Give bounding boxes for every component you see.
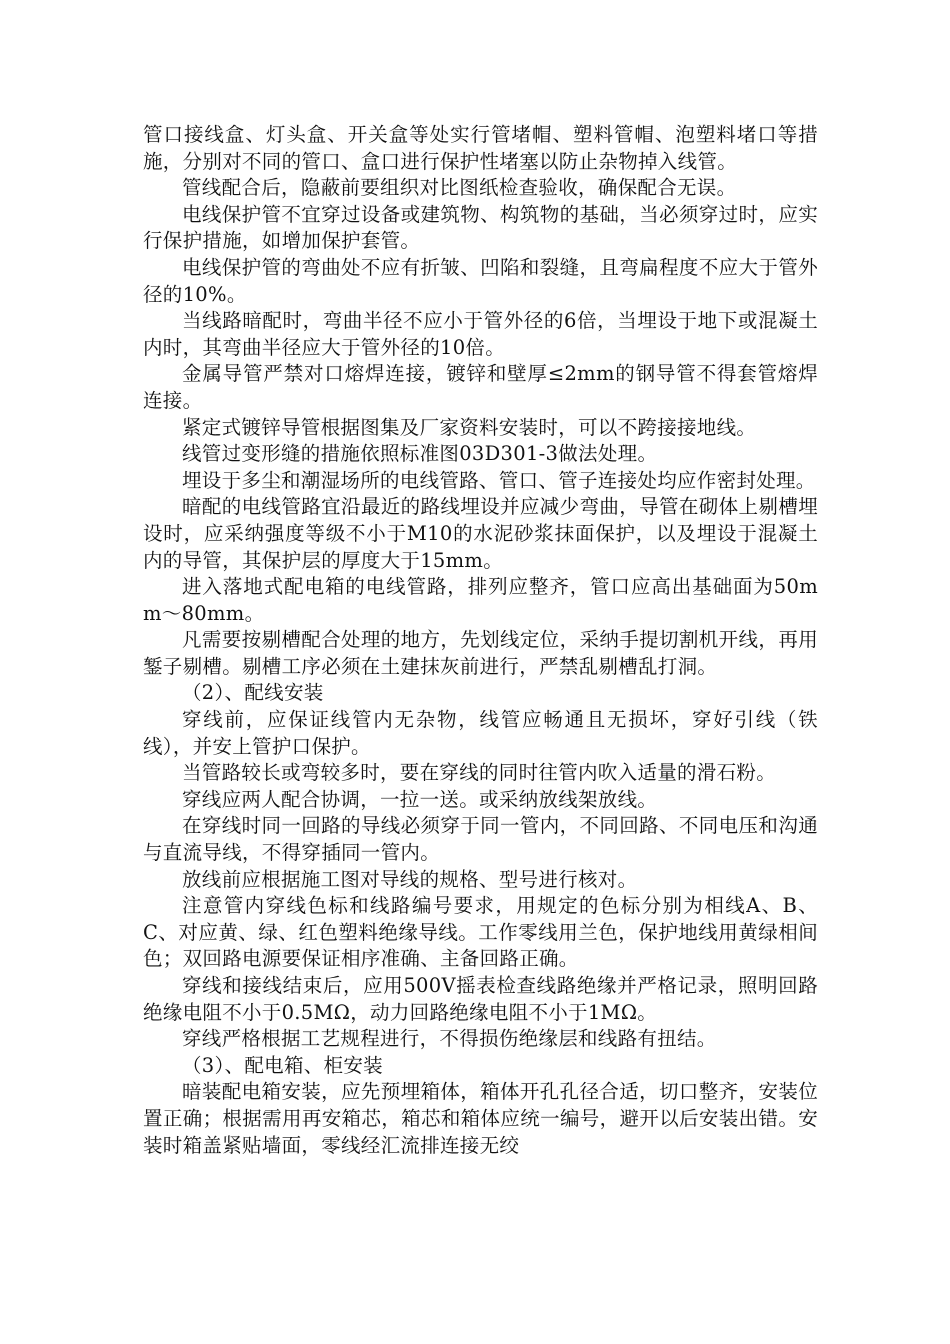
paragraph-concealed-box-install: 暗装配电箱安装，应先预埋箱体，箱体开孔孔径合适，切口整齐，安装位置正确；根据需用再安箱芯，箱芯和箱体应统一编号，避开以后安装出错。安装时箱盖紧贴墙面，零线经汇流排连接无绞 [143, 1080, 818, 1157]
paragraph-expansion-joint: 线管过变形缝的措施依照标准图03D301-3做法处理。 [182, 442, 658, 466]
paragraph-grooving: 凡需要按剔槽配合处理的地方，先划线定位，采纳手提切割机开线，再用錾子剔槽。剔槽工序必须在土建抹灰前进行，严禁乱剔槽乱打洞。 [143, 628, 818, 678]
paragraph-wire-check: 放线前应根据施工图对导线的规格、型号进行核对。 [182, 867, 638, 891]
paragraph-pipe-mouth-protection: 管口接线盒、灯头盒、开关盒等处实行管堵帽、塑料管帽、泡塑料堵口等措施，分别对不同的管口、盒口进行保护性堵塞以防止杂物掉入线管。 [143, 123, 818, 173]
paragraph-color-code: 注意管内穿线色标和线路编号要求，用规定的色标分别为相线A、B、C、对应黄、绿、红色塑料绝缘导线。工作零线用兰色，保护地线用黄绿相间色；双回路电源要保证相序准确、主备回路正确。 [143, 894, 818, 971]
paragraph-pre-threading: 穿线前，应保证线管内无杂物，线管应畅通且无损坏，穿好引线（铁线），并安上管护口保护。 [143, 708, 818, 758]
paragraph-metal-conduit-welding: 金属导管严禁对口熔焊连接，镀锌和壁厚≤2mm的钢导管不得套管熔焊连接。 [143, 362, 818, 412]
paragraph-bend-radius: 当线路暗配时，弯曲半径不应小于管外径的6倍，当埋设于地下或混凝土内时，其弯曲半径应大于管外径的10倍。 [143, 309, 818, 359]
section-heading-wiring: （2）、配线安装 [182, 681, 324, 705]
paragraph-concealed-routing: 暗配的电线管路宜沿最近的路线埋设并应减少弯曲，导管在砌体上剔槽埋设时，应采纳强度等级不小于M10的水泥砂浆抹面保护，以及埋设于混凝土内的导管，其保护层的厚度大于15mm。 [143, 495, 818, 572]
paragraph-bend-defects: 电线保护管的弯曲处不应有折皱、凹陷和裂缝，且弯扁程度不应大于管外径的10%。 [143, 255, 818, 306]
document-body [143, 122, 818, 1159]
paragraph-same-circuit: 在穿线时同一回路的导线必须穿于同一管内，不同回路、不同电压和沟通与直流导线，不得穿插同一管内。 [143, 814, 818, 865]
paragraph-galvanized-conduit-grounding: 紧定式镀锌导管根据图集及厂家资料安装时，可以不跨接接地线。 [182, 415, 757, 439]
paragraph-talc-powder: 当管路较长或弯较多时，要在穿线的同时往管内吹入适量的滑石粉。 [182, 761, 777, 785]
paragraph-concealment-inspection: 管线配合后，隐蔽前要组织对比图纸检查验收，确保配合无误。 [182, 176, 737, 200]
paragraph-insulation-test: 穿线和接线结束后，应用500V摇表检查线路绝缘并严格记录，照明回路绝缘电阻不小于0.5MΩ，动力回路绝缘电阻不小于1MΩ。 [143, 974, 818, 1024]
paragraph-floor-cabinet-entry: 进入落地式配电箱的电线管路，排列应整齐，管口应高出基础面为50mm～80mm。 [143, 575, 818, 625]
paragraph-process-rules: 穿线严格根据工艺规程进行，不得损伤绝缘层和线路有扭结。 [182, 1027, 717, 1051]
paragraph-sealing: 埋设于多尘和潮湿场所的电线管路、管口、管子连接处均应作密封处理。 [182, 468, 816, 492]
paragraph-protection-pipe-foundation: 电线保护管不宜穿过设备或建筑物、构筑物的基础，当必须穿过时，应实行保护措施，如增加保护套管。 [143, 202, 818, 253]
paragraph-two-person-threading: 穿线应两人配合协调，一拉一送。或采纳放线架放线。 [182, 787, 658, 811]
section-heading-distribution-box: （3）、配电箱、柜安装 [182, 1053, 383, 1077]
